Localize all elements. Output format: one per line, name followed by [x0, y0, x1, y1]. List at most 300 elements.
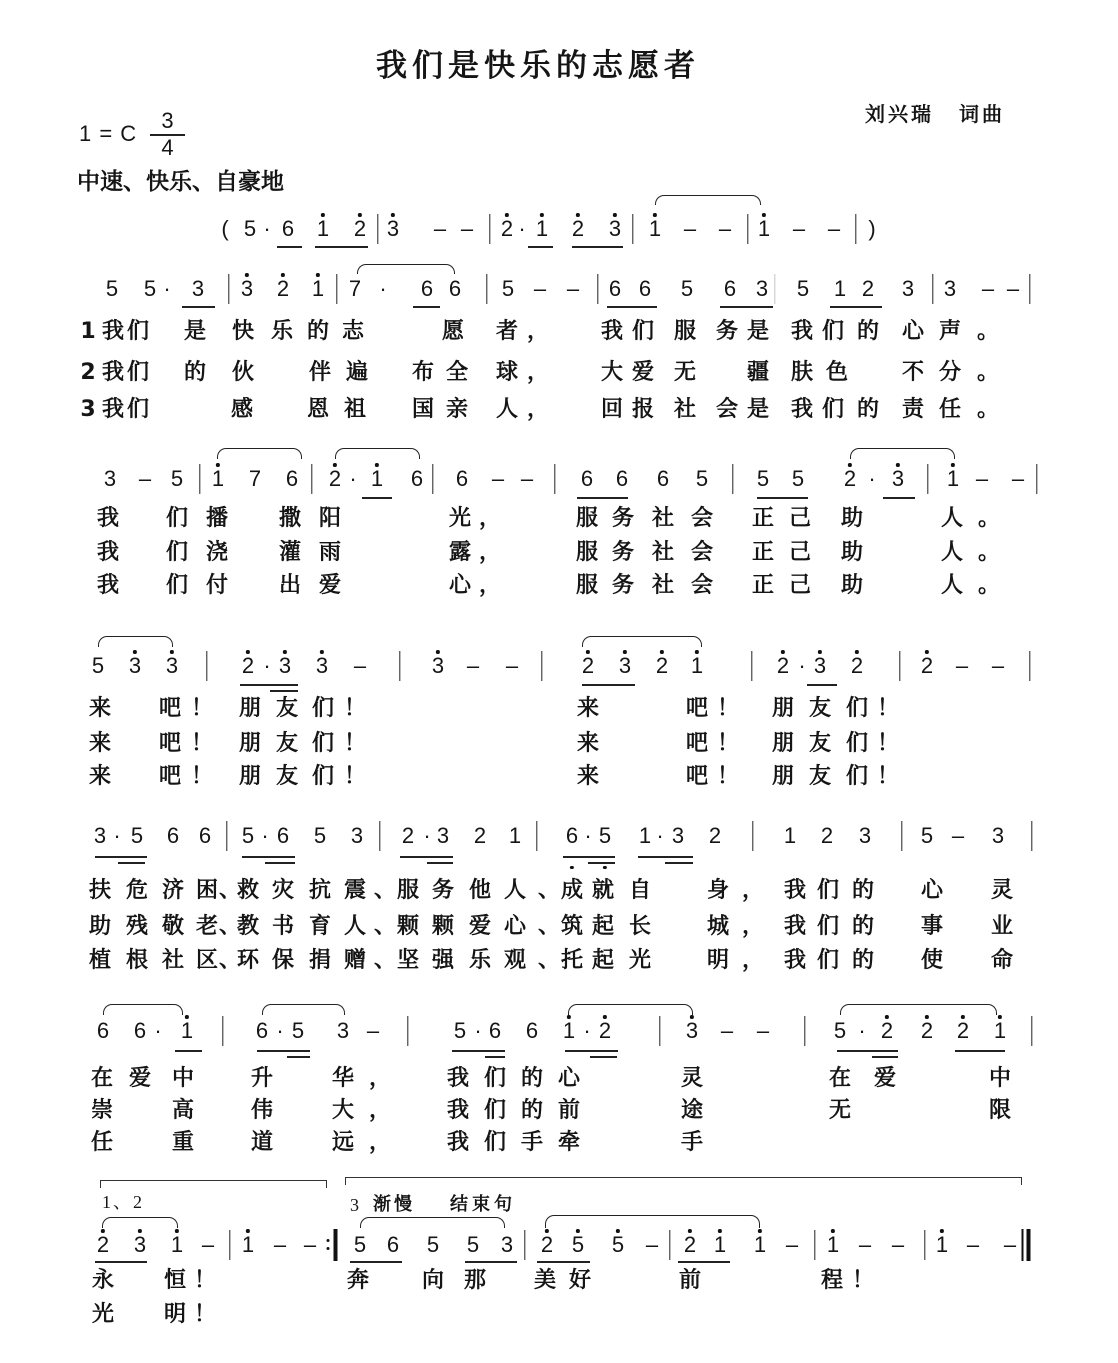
lyric-char: 雨 [318, 540, 341, 565]
lyric-char: ！ [343, 764, 366, 789]
beam-underline [607, 306, 657, 308]
lyric-char: ！ [876, 731, 899, 756]
note-high-octave: 3 [128, 653, 142, 678]
note: 5 [756, 466, 770, 491]
lyric-char: 灌 [278, 540, 301, 565]
lyric-char: 崇 [90, 1098, 113, 1123]
note-high-octave: 2 [850, 653, 864, 678]
beam-underline [537, 1261, 590, 1263]
bar-line [311, 464, 312, 494]
sustain-dash: – [1006, 276, 1020, 301]
lyric-char: 、 [218, 878, 241, 903]
note: 3 [93, 823, 107, 848]
lyric-char: 来 [576, 696, 599, 721]
song-title: 我们是快乐的志愿者 [376, 48, 700, 84]
note: 5 [143, 276, 157, 301]
note: 6 [410, 466, 424, 491]
bar-line [632, 214, 633, 244]
note: 1 [833, 276, 847, 301]
lyric-char: ， [741, 878, 764, 903]
beam-underline [720, 306, 773, 308]
note: 5 [791, 466, 805, 491]
lyric-char: 社 [651, 506, 674, 531]
lyric-char: 播 [205, 506, 228, 531]
note-high-octave: 2 [328, 466, 342, 491]
note-high-octave: 1 [241, 1232, 255, 1257]
beam-underline [242, 856, 295, 858]
credit-role: 词曲 [959, 102, 1005, 126]
volta-bracket-1 [100, 1180, 327, 1188]
lyric-char: 吧 [158, 696, 181, 721]
lyric-char: 全 [445, 360, 468, 385]
augmentation-dot: · [868, 466, 876, 491]
lyric-char: 们 [311, 764, 334, 789]
lyric-char: 我 [600, 319, 623, 344]
volta-1-label: 1、2 [102, 1192, 144, 1212]
note: 2 [473, 823, 487, 848]
note: 6 [525, 1018, 539, 1043]
lyric-char: ， [368, 1098, 391, 1123]
lyric-char: 会 [690, 540, 713, 565]
bar-line [206, 651, 207, 681]
lyric-char: 来 [88, 731, 111, 756]
lyric-char: 心 [901, 319, 924, 344]
lyric-char: 助 [840, 506, 863, 531]
lyric-char: 筑 [560, 914, 583, 939]
lyric-char: 牵 [557, 1130, 580, 1155]
note: 6 [656, 466, 670, 491]
bar-line [732, 464, 733, 494]
lyric-char: ， [741, 948, 764, 973]
lyric-char: 我 [101, 397, 124, 422]
lyric-char: 志 [341, 319, 364, 344]
lyric-char: 。 [977, 540, 1000, 565]
beam-underline [452, 1050, 505, 1052]
lyric-char: 前 [678, 1268, 701, 1293]
lyric-char: 我 [101, 360, 124, 385]
final-barline [1022, 1229, 1031, 1261]
lyric-char: 祖 [343, 397, 366, 422]
lyric-char: 强 [431, 948, 454, 973]
lyric-char: 扶 [88, 878, 111, 903]
lyric-char: 出 [278, 573, 301, 598]
note: 2 [861, 276, 875, 301]
beam-underline-secondary [872, 1056, 898, 1058]
lyric-char: ， [478, 573, 501, 598]
bar-line [804, 1016, 805, 1046]
note-high-octave: 2 [655, 653, 669, 678]
note: 5 [426, 1232, 440, 1257]
lyric-char: 、 [537, 914, 560, 939]
lyric-char: 服 [575, 573, 598, 598]
augmentation-dot: · [261, 823, 269, 848]
lyric-char: 我 [96, 573, 119, 598]
lyric-char: 疆 [746, 360, 769, 385]
lyric-char: 任 [938, 397, 961, 422]
lyric-char: 感 [230, 397, 253, 422]
bar-line [659, 1016, 660, 1046]
augmentation-dot: · [858, 1018, 866, 1043]
bar-line [379, 821, 380, 851]
lyric-char: 、 [218, 914, 241, 939]
lyric-char: 亲 [445, 397, 468, 422]
beam-underline-secondary [427, 862, 453, 864]
note: 2 [820, 823, 834, 848]
note: 6 [96, 1018, 110, 1043]
lyric-char: 们 [821, 397, 844, 422]
bar-line [927, 464, 928, 494]
lyric-char: 环 [236, 948, 259, 973]
slur-tie [850, 448, 955, 459]
lyric-char: 露 [448, 540, 471, 565]
lyric-char: 们 [165, 506, 188, 531]
beam-underline [577, 497, 628, 499]
lyric-char: ！ [343, 731, 366, 756]
beam-underline [400, 856, 453, 858]
lyric-char: 华 [331, 1066, 354, 1091]
lyric-char: 遍 [345, 360, 368, 385]
note: 3 [500, 1232, 514, 1257]
beam-underline [638, 856, 693, 858]
note-high-octave: 1 [211, 466, 225, 491]
lyric-char: 高 [171, 1098, 194, 1123]
beam-underline [837, 1050, 898, 1052]
lyric-char: 吧 [685, 731, 708, 756]
lyric-char: 远 [331, 1130, 354, 1155]
bar-line [377, 214, 378, 244]
lyric-char: 赠 [343, 948, 366, 973]
lyric-char: 、 [537, 948, 560, 973]
bar-line [597, 274, 598, 304]
lyric-char: 、 [218, 948, 241, 973]
bar-line [336, 274, 337, 304]
lyric-char: 那 [463, 1268, 486, 1293]
sustain-dash: – [756, 1018, 770, 1043]
lyric-char: 抗 [308, 878, 331, 903]
note-high-octave: 2 [776, 653, 790, 678]
slur-tie [262, 1004, 345, 1015]
note: 3 [350, 823, 364, 848]
lyric-char: ！ [190, 764, 213, 789]
beam-underline-secondary [287, 1056, 310, 1058]
sustain-dash: – [466, 653, 480, 678]
lyric-char: 起 [591, 914, 614, 939]
lyric-char: 植 [88, 948, 111, 973]
note: 6 [166, 823, 180, 848]
lyric-char: 友 [808, 731, 831, 756]
note: 5 [680, 276, 694, 301]
lyric-char: 务 [431, 878, 454, 903]
note-high-octave: 1 [562, 1018, 576, 1043]
bar-line [486, 274, 487, 304]
volta-2-number: 3 [350, 1195, 359, 1215]
lyric-char: 来 [88, 764, 111, 789]
lyric-char: 我 [783, 878, 806, 903]
note: 6 [276, 823, 290, 848]
sustain-dash: – [645, 1232, 659, 1257]
sustain-dash: – [433, 216, 447, 241]
lyric-char: 任 [90, 1130, 113, 1155]
lyric-char: 人 [503, 878, 526, 903]
bar-line [489, 214, 490, 244]
sustain-dash: – [858, 1232, 872, 1257]
augmentation-dot: · [798, 653, 806, 678]
note: 7 [348, 276, 362, 301]
lyric-char: 爱 [631, 360, 654, 385]
sustain-dash: – [491, 466, 505, 491]
beam-underline [883, 497, 915, 499]
lyric-char: 恒 [163, 1268, 186, 1293]
lyric-char: 助 [88, 914, 111, 939]
beam-underline [465, 1261, 517, 1263]
lyric-char: 朋 [238, 764, 261, 789]
augmentation-dot: · [349, 466, 357, 491]
lyric-char: 分 [938, 360, 961, 385]
lyric-char: 中 [988, 1066, 1011, 1091]
lyric-char: 托 [560, 948, 583, 973]
lyric-char: 人 [940, 573, 963, 598]
lyric-char: 光 [448, 506, 471, 531]
slur-tie [102, 1217, 178, 1228]
lyric-char: 球 [495, 360, 518, 385]
parenthesis: ( [221, 216, 229, 241]
lyric-char: 们 [311, 696, 334, 721]
lyric-char: 色 [825, 360, 848, 385]
lyric-char: ， [526, 397, 549, 422]
sustain-dash: – [683, 216, 697, 241]
beam-underline [582, 684, 635, 686]
bar-line [751, 651, 752, 681]
note-high-octave: 3 [386, 216, 400, 241]
note: 6 [488, 1018, 502, 1043]
augmentation-dot: · [474, 1018, 482, 1043]
lyric-char: 服 [575, 506, 598, 531]
lyric-char: 心 [503, 914, 526, 939]
lyric-char: 们 [483, 1098, 506, 1123]
lyric-char: 我 [96, 506, 119, 531]
lyric-char: 们 [311, 731, 334, 756]
lyric-char: 会 [715, 397, 738, 422]
note-high-octave: 2 [581, 653, 595, 678]
note-high-octave: 3 [278, 653, 292, 678]
lyric-char: 的 [851, 948, 874, 973]
note: 5 [466, 1232, 480, 1257]
note: 5 [130, 823, 144, 848]
lyric-char: 重 [171, 1130, 194, 1155]
lyric-char: 友 [275, 764, 298, 789]
note-high-octave: 1 [753, 1232, 767, 1257]
note: 6 [615, 466, 629, 491]
lyric-char: 的 [856, 319, 879, 344]
beam-underline [362, 497, 392, 499]
lyric-char: 会 [690, 573, 713, 598]
lyric-char: 美 [533, 1268, 556, 1293]
lyric-char: 道 [250, 1130, 273, 1155]
bar-line [752, 821, 753, 851]
note: 5 [170, 466, 184, 491]
lyric-char: ！ [190, 696, 213, 721]
lyric-char: 是 [746, 397, 769, 422]
note-high-octave: 2 [920, 653, 934, 678]
sustain-dash: – [366, 1018, 380, 1043]
bar-line [1036, 464, 1037, 494]
lyric-char: 无 [673, 360, 696, 385]
bar-line [774, 274, 775, 304]
lyric-char: 的 [856, 397, 879, 422]
note-high-octave: 1 [690, 653, 704, 678]
beam-underline [95, 1261, 147, 1263]
note-high-octave: 2 [276, 276, 290, 301]
lyric-char: 颗 [396, 914, 419, 939]
lyric-char: 我 [446, 1130, 469, 1155]
note-high-octave: 2 [500, 216, 514, 241]
lyric-char: 朋 [771, 731, 794, 756]
note: 5 [920, 823, 934, 848]
note: 2 [708, 823, 722, 848]
lyric-char: 灵 [680, 1066, 703, 1091]
lyric-char: ， [526, 360, 549, 385]
lyric-char: 社 [651, 573, 674, 598]
lyric-char: 吧 [158, 764, 181, 789]
lyric-char: 灵 [990, 878, 1013, 903]
note: 5 [241, 823, 255, 848]
sustain-dash: – [1003, 1232, 1017, 1257]
lyric-char: 明 [163, 1302, 186, 1327]
bar-line [1031, 821, 1032, 851]
sustain-dash: – [981, 276, 995, 301]
lyric-char: 正 [751, 540, 774, 565]
lyric-char: 社 [651, 540, 674, 565]
lyric-char: ！ [716, 731, 739, 756]
lyric-char: 朋 [238, 696, 261, 721]
lyric-char: 吧 [685, 764, 708, 789]
note-high-octave: 1 [535, 216, 549, 241]
note: 6 [448, 276, 462, 301]
lyric-char: 撒 [278, 506, 301, 531]
lyric-char: 。 [976, 360, 999, 385]
lyric-char: 心 [920, 878, 943, 903]
note-high-octave: 2 [880, 1018, 894, 1043]
note: 6 [281, 216, 295, 241]
beam-underline [240, 684, 298, 686]
lyric-char: 们 [845, 764, 868, 789]
lyric-char: 们 [126, 397, 149, 422]
lyric-char: 、 [537, 878, 560, 903]
note: 6 [580, 466, 594, 491]
bar-line [228, 274, 229, 304]
lyric-char: 社 [161, 948, 184, 973]
bar-line [541, 651, 542, 681]
note-high-octave: 3 [608, 216, 622, 241]
note: 3 [191, 276, 205, 301]
note-high-octave: 1 [648, 216, 662, 241]
lyric-char: 教 [236, 914, 259, 939]
note-high-octave: 2 [956, 1018, 970, 1043]
sustain-dash: – [720, 1018, 734, 1043]
lyric-char: 们 [631, 319, 654, 344]
lyric-char: 们 [126, 360, 149, 385]
augmentation-dot: · [276, 1018, 284, 1043]
lyric-char: 会 [690, 506, 713, 531]
note: 6 [133, 1018, 147, 1043]
lyric-char: 阳 [318, 506, 341, 531]
augmentation-dot: · [583, 1018, 591, 1043]
bar-line [399, 651, 400, 681]
composer-name: 刘兴瑞 [865, 102, 934, 126]
note-low-octave: 6 [565, 823, 579, 848]
lyric-char: 们 [483, 1066, 506, 1091]
lyric-char: 书 [271, 914, 294, 939]
note-high-octave: 1 [826, 1232, 840, 1257]
lyric-char: 们 [816, 878, 839, 903]
lyric-char: 就 [591, 878, 614, 903]
lyric-char: 务 [715, 319, 738, 344]
lyric-char: 2 [80, 360, 96, 385]
lyric-char: 来 [88, 696, 111, 721]
sustain-dash: – [792, 216, 806, 241]
note: 3 [103, 466, 117, 491]
lyric-char: 责 [901, 397, 924, 422]
beam-underline [565, 1050, 618, 1052]
bar-line [855, 214, 856, 244]
note-high-octave: 1 [311, 276, 325, 301]
lyric-char: 的 [520, 1098, 543, 1123]
beam-underline [182, 306, 215, 308]
lyric-char: 灾 [271, 878, 294, 903]
lyric-char: 回 [600, 397, 623, 422]
lyric-char: 们 [165, 540, 188, 565]
lyric-char: 友 [275, 696, 298, 721]
lyric-char: 震 [343, 878, 366, 903]
note: 3 [901, 276, 915, 301]
lyric-char: 奔 [346, 1268, 369, 1293]
lyric-char: 人 [495, 397, 518, 422]
lyric-char: 、 [373, 914, 396, 939]
augmentation-dot: · [656, 823, 664, 848]
note-high-octave: 5 [611, 1232, 625, 1257]
sustain-dash: – [520, 466, 534, 491]
slur-tie [217, 448, 302, 459]
note-high-octave: 1 [946, 466, 960, 491]
lyric-char: 乐 [270, 319, 293, 344]
lyric-char: 手 [680, 1130, 703, 1155]
lyric-char: 观 [503, 948, 526, 973]
beam-underline [528, 246, 553, 248]
augmentation-dot: · [113, 823, 121, 848]
slur-tie [357, 264, 455, 274]
lyric-char: 限 [988, 1098, 1011, 1123]
lyric-char: 肤 [790, 360, 813, 385]
augmentation-dot: · [423, 823, 431, 848]
lyric-char: 命 [990, 948, 1013, 973]
lyric-char: 我 [446, 1098, 469, 1123]
note: 5 [353, 1232, 367, 1257]
beam-underline-secondary [270, 690, 298, 692]
lyric-char: 布 [411, 360, 434, 385]
bar-line [669, 1230, 670, 1260]
note: 5 [313, 823, 327, 848]
note: 5 [291, 1018, 305, 1043]
lyric-char: 我 [783, 914, 806, 939]
lyric-char: 服 [575, 540, 598, 565]
note: 6 [638, 276, 652, 301]
sustain-dash: – [505, 653, 519, 678]
note-high-octave: 2 [843, 466, 857, 491]
lyric-char: 心 [448, 573, 471, 598]
lyric-char: 不 [901, 360, 924, 385]
lyric-char: 助 [840, 540, 863, 565]
sustain-dash: – [991, 653, 1005, 678]
